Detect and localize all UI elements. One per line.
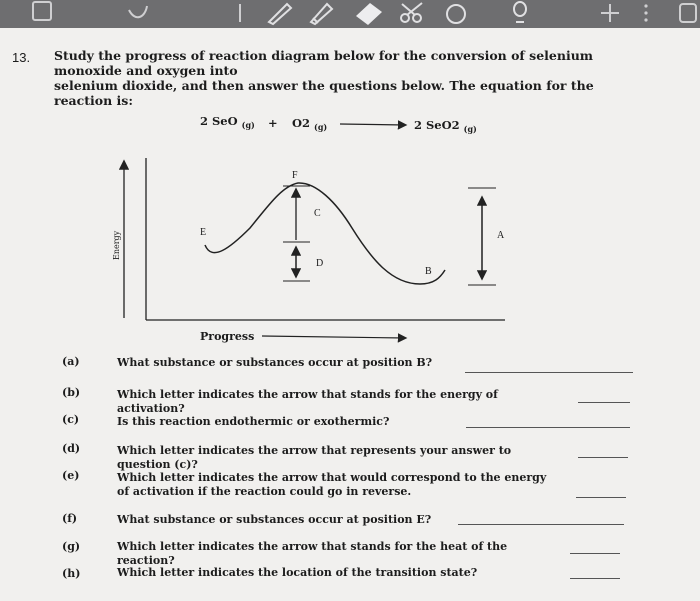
subquestion-text: Which letter indicates the arrow that stands for the energy of activation?	[117, 388, 498, 415]
label-d: D	[316, 258, 324, 269]
progress-arrow	[262, 336, 405, 338]
equation-plus: +	[268, 116, 278, 130]
label-f: F	[292, 170, 298, 181]
subquestion-letter: (a)	[62, 355, 80, 368]
subquestion-letter: (b)	[62, 386, 81, 399]
question-number: 13.	[12, 50, 31, 65]
equation-reactant-2: O2 $_{(g)}$	[292, 116, 328, 132]
subquestion-letter: (c)	[62, 413, 80, 426]
equation-reactant-1: 2 SeO $_{(g)}$	[200, 114, 255, 130]
subquestion-letter: (d)	[62, 442, 81, 455]
subquestion-text: Which letter indicates the location of the transition state?	[117, 566, 478, 579]
subquestion-text: Is this reaction endothermic or exothermic?	[117, 415, 390, 428]
answer-blank-d[interactable]	[578, 457, 628, 458]
prompt-line-1: Study the progress of reaction diagram below for the conversion of selenium monoxide and oxygen into	[54, 48, 594, 78]
label-e: E	[200, 227, 207, 238]
subquestion-text-line-1: Which letter indicates the arrow that would correspond to the energy	[117, 471, 547, 484]
reaction-arrow	[340, 124, 405, 125]
subquestion-letter: (e)	[62, 469, 80, 482]
answer-blank-c[interactable]	[466, 427, 630, 428]
subquestion-letter: (f)	[62, 512, 78, 525]
answer-blank-f[interactable]	[458, 524, 624, 525]
progress-axis-label: Progress	[200, 330, 255, 343]
subquestion-text: Which letter indicates the arrow that stands for the heat of the reaction?	[117, 540, 508, 567]
answer-blank-g[interactable]	[570, 553, 620, 554]
prompt-line-2: selenium dioxide, and then answer the questions below. The equation for the reaction is:	[54, 78, 594, 108]
subquestion-text: What substance or substances occur at position E?	[117, 513, 432, 526]
label-c: C	[314, 208, 321, 219]
subquestion-text-line-2: of activation if the reaction could go in reverse.	[117, 485, 412, 498]
answer-blank-b[interactable]	[578, 402, 630, 403]
subquestion-letter: (h)	[62, 567, 81, 580]
label-b: B	[425, 266, 432, 277]
energy-curve	[205, 183, 445, 284]
answer-blank-a[interactable]	[465, 372, 633, 373]
subquestion-text: Which letter indicates the arrow that represents your answer to question (c)?	[117, 444, 512, 471]
subquestion-text	[117, 471, 557, 499]
answer-blank-h[interactable]	[570, 578, 620, 579]
energy-axis-label: Energy	[112, 230, 121, 260]
label-a: A	[497, 230, 505, 241]
answer-blank-e[interactable]	[576, 497, 626, 498]
equation-product: 2 SeO2 $_{(g)}$	[414, 118, 477, 134]
subquestion-letter: (g)	[62, 540, 81, 553]
subquestion-text: What substance or substances occur at position B?	[117, 356, 433, 369]
